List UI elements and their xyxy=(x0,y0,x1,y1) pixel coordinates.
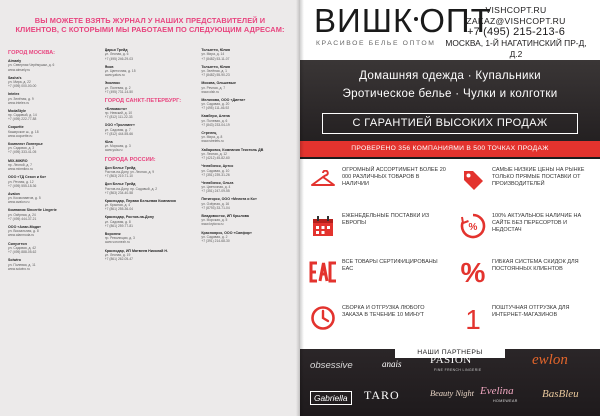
entry-line: ул. Садовая, д. 10 xyxy=(201,168,230,173)
entry-line: +7 (351) 247-09-55 xyxy=(201,189,230,194)
feature-text: СБОРКА И ОТГРУЗКА ЛЮБОГО ЗАКАЗА В ТЕЧЕНИЕ 10 МИНУТ xyxy=(342,305,425,318)
entry-line: +7 (4212) 45-82-60 xyxy=(201,156,230,161)
address-column-1 xyxy=(8,48,101,410)
entry-line: +7 (495) 333-41-05 xyxy=(8,150,37,155)
entry-name: Дарья Трейд xyxy=(104,48,128,52)
entry-name: Avalon xyxy=(8,191,20,196)
entry-name: Яков xyxy=(104,64,114,69)
entry-name: ModaStyle xyxy=(8,108,26,113)
entry-name: Москва, Ольшевые xyxy=(201,81,236,86)
feature-text: ПОШТУЧНАЯ ОТГРУЗКА ДЛЯ ИНТЕРНЕТ-МАГАЗИНОВ xyxy=(492,305,570,318)
entry-name: Краснодар, Ростов-на-Дону xyxy=(104,215,154,220)
entry-line: ул. Северная Черёмушки, д. 6 xyxy=(8,63,55,68)
percent-icon xyxy=(458,257,488,287)
entry-name: Челябинск, Артсо xyxy=(201,164,234,169)
number-one-icon xyxy=(458,303,488,333)
entry-name: Владивосток, ИП Крылова xyxy=(201,213,249,218)
partner-logo-evelina-sub: HOMEWEAR xyxy=(493,399,518,403)
city-heading: ГОРОД САНКТ-ПЕТЕРБУРГ: xyxy=(104,97,182,104)
entry-line: www.yakov.ru xyxy=(104,73,125,78)
entry-line: +7 (861) 255-36-04 xyxy=(104,207,133,212)
feature-assortment xyxy=(300,161,450,199)
entry-name: Coquette xyxy=(8,125,24,130)
entry-name: Камбери, Алена xyxy=(201,114,230,119)
entry-line: ул. Морская, д. 5 xyxy=(201,218,228,223)
entry-line: ул. Полевая, д. 11 xyxy=(8,262,36,267)
addresses-heading: ВЫ МОЖЕТЕ ВЗЯТЬ ЖУРНАЛ У НАШИХ ПРЕДСТАВИТЕЛЕЙ И КЛИЕНТОВ, С КОТОРЫМИ МЫ РАБОТАЕМ ПО СЛЕДУЮЩИМ АДРЕСАМ: xyxy=(15,16,285,34)
address-entry xyxy=(8,208,101,221)
eac-mark-icon xyxy=(308,257,338,287)
feature-fast-shipping xyxy=(300,299,450,337)
guarantee-banner: С ГАРАНТИЕЙ ВЫСОКИХ ПРОДАЖ xyxy=(322,113,578,134)
address-entry xyxy=(201,131,294,144)
calendar-icon xyxy=(308,211,338,241)
address-entry xyxy=(8,59,101,72)
entry-line: www.voronezh.ru xyxy=(104,240,130,245)
entry-line: +7 (495) 246-29-03 xyxy=(104,56,133,61)
entry-line: ул. Речная, д. 7 xyxy=(201,85,226,90)
clock-icon xyxy=(308,303,338,333)
hero-line-2: Эротическое белье · Чулки и колготки xyxy=(342,87,558,100)
entry-line: ул. Садовая, д. 2 xyxy=(201,234,228,239)
address-entry xyxy=(8,76,101,89)
entry-line: ул. Садовая, д. 42 xyxy=(8,245,36,250)
entry-name: Intelex xyxy=(8,92,20,97)
svg-text:1: 1 xyxy=(465,304,481,332)
entry-line: +7 (495) 222-77-88 xyxy=(8,117,37,122)
proof-strip: ПРОВЕРЕНО 356 КОМПАНИЯМИ В 500 ТОЧКАХ ПРОДАЖ xyxy=(300,141,600,157)
address-entry xyxy=(8,92,101,105)
entry-line: ул. Озёрная, д. 16 xyxy=(201,201,230,206)
feature-text: ОГРОМНЫЙ АССОРТИМЕНТ БОЛЕЕ 20 000 РАЗЛИЧНЫХ ТОВАРОВ В НАЛИЧИИ xyxy=(342,167,446,187)
entry-line: www.soiwiro.ru xyxy=(8,266,30,271)
address-entry xyxy=(105,166,198,179)
partner-logo-pasion-sub: FINE FRENCH LINGERIE xyxy=(434,368,482,372)
address-entry xyxy=(105,123,198,136)
address-entry xyxy=(201,181,294,194)
brand-tagline: КРАСИВОЕ БЕЛЬЕ ОПТОМ xyxy=(316,40,436,47)
entry-line: ул. Полевая, д. 2 xyxy=(104,85,131,90)
entry-line: www.alanmoda.ru xyxy=(8,233,35,238)
address-entry xyxy=(201,214,294,227)
entry-line: ул. Вокзальная, д. 8 xyxy=(8,229,39,234)
feature-actual-stock xyxy=(450,207,600,245)
partner-logo-ewlon: ewlon xyxy=(532,352,568,368)
logo-dot-icon xyxy=(414,17,418,21)
entry-line: ул. Красная, д. 4 xyxy=(104,203,131,208)
entry-line: Каширское ш., д. 18 xyxy=(8,129,39,134)
entry-name: Челябинск, Ольга xyxy=(201,180,234,185)
brand-header xyxy=(300,0,600,60)
entry-name: Пятигорск, ООО «Мелита и Ко» xyxy=(201,197,257,202)
entry-line: ул. Цветочная, д. 4 xyxy=(201,185,231,190)
entry-line: ул. Лесная, д. 19 xyxy=(104,252,131,257)
entry-name: Хабаровск, Компания Текстиль ДВ xyxy=(201,147,264,152)
address-entry xyxy=(105,81,198,94)
partner-logo-gabriella: Gabriella xyxy=(310,391,352,405)
entry-name: «Блюмасто» xyxy=(104,106,128,111)
entry-line: ул. Лесная, д. 12 xyxy=(201,151,228,156)
entry-name: Sasha's xyxy=(8,75,22,80)
entry-name: ООО «ТД Сезон и Ко» xyxy=(8,175,47,180)
entry-line: ул. Садовая, д. 7 xyxy=(104,127,131,132)
entry-line: +7 (351) 239-31-26 xyxy=(201,172,230,177)
entry-name: Комплект Лингерье xyxy=(8,141,43,146)
entry-line: +7 (391) 214-68-30 xyxy=(201,239,230,244)
partner-logo-beauty-night: Beauty Night xyxy=(430,389,474,398)
entry-line: +7 (863) 219-71-10 xyxy=(104,174,133,179)
entry-line: www.intelex.ru xyxy=(8,100,30,105)
address-entry xyxy=(105,48,198,61)
features-grid xyxy=(300,159,600,349)
entry-name: Soiwiro xyxy=(8,258,21,263)
entry-name: MIX-MIKRO xyxy=(8,158,28,163)
feature-text: ВСЕ ТОВАРЫ СЕРТИФИЦИРОВАНЫ ЕАС xyxy=(342,259,438,272)
entry-line: +7 (8482) 55-90-23 xyxy=(201,73,230,78)
entry-line: +7 (8482) 53-11-07 xyxy=(201,56,230,61)
entry-line: www.strelets.ru xyxy=(201,139,224,144)
feature-discounts xyxy=(450,253,600,291)
entry-line: +7 (861) 262-05-47 xyxy=(104,257,133,262)
entry-name: Краснодар, ИП Матвеев Николай Н. xyxy=(104,248,168,253)
partner-logo-obsessive: obsessive xyxy=(310,360,353,371)
city-heading: ГОРОД МОСКВА: xyxy=(8,50,56,56)
entry-line: Ростов-на-Дону, ул. Лесная, д. 9 xyxy=(104,169,155,174)
entry-line: www.coquette.ru xyxy=(8,133,33,138)
entry-line: +7 (495) 888-05-62 xyxy=(8,250,37,255)
address-entry xyxy=(8,175,101,188)
entry-name: Тольятти, Юлия xyxy=(201,64,230,69)
svg-text:%: % xyxy=(468,222,478,233)
logo-left: ВИШК xyxy=(314,2,414,39)
partner-logo-taro: TARO xyxy=(364,388,400,402)
entry-line: пр. Невский, д. 10 xyxy=(104,111,133,116)
address-entry xyxy=(105,140,198,153)
address-entry xyxy=(8,159,101,172)
feature-text: 100% АКТУАЛЬНОЕ НАЛИЧИЕ НА САЙТЕ БЕЗ ПЕРЕСОРТОВ И НЕДОСТАЧ xyxy=(492,213,582,233)
address-entry xyxy=(201,231,294,244)
entry-name: Краснодар, Первая Бельевая Компания xyxy=(104,198,176,203)
address-entry xyxy=(8,225,101,238)
partner-logo-evelina: Evelina xyxy=(480,385,514,397)
feature-text: ГИБКАЯ СИСТЕМА СКИДОК ДЛЯ ПОСТОЯННЫХ КЛИЕНТОВ xyxy=(492,259,579,272)
entry-line: пр. Лесной, д. 7 xyxy=(8,162,33,167)
address-entry xyxy=(8,258,101,271)
entry-line: ул. Речная, д. 12 xyxy=(8,179,34,184)
entry-line: ул. Мира, д. 22 xyxy=(8,80,31,84)
address-entry xyxy=(105,249,198,262)
entry-line: ул. Озёрная, д. 24 xyxy=(8,212,36,217)
address-entry xyxy=(8,242,101,255)
feature-low-prices xyxy=(450,161,600,199)
entry-line: ул. Садовая, д. 20 xyxy=(201,102,230,107)
entry-line: www.yula.ru xyxy=(104,148,123,153)
entry-name: Aimarly xyxy=(8,59,22,63)
address-entry xyxy=(8,125,101,138)
phone-number: +7 (495) 215-213-6 xyxy=(466,26,566,38)
feature-single-item xyxy=(450,299,600,337)
feature-text: ЕЖЕНЕДЕЛЬНЫЕ ПОСТАВКИ ИЗ ЕВРОПЫ xyxy=(342,213,430,226)
partner-logo-pasion: PASION xyxy=(430,354,472,366)
entry-line: пр. Садовый, д. 14 xyxy=(8,113,37,118)
entry-line: пр. Революции, д. 3 xyxy=(104,236,135,241)
entry-line: ул. Цветочная, д. 15 xyxy=(104,69,136,73)
feature-certified xyxy=(300,253,450,291)
entry-line: www.mixmikro.ru xyxy=(8,167,33,172)
address-entry xyxy=(201,164,294,177)
entry-name: Воронеж xyxy=(104,231,121,236)
entry-name: Тольятти, Юлия xyxy=(201,48,230,52)
feature-weekly-supply xyxy=(300,207,450,245)
entry-name: ООО «Троллинг» xyxy=(104,123,135,128)
site-and-email: VISHCOPT.RU ZAKAZ@VISHCOPT.RU xyxy=(466,5,566,26)
entry-line: ул. Зелёная, д. 1 xyxy=(201,69,228,73)
entry-line: +7 (861) 259-77-81 xyxy=(104,223,133,228)
entry-line: +7 (495) 444-37-21 xyxy=(8,216,37,221)
entry-line: +7 (8793) 33-71-04 xyxy=(201,205,230,210)
entry-line: ул. Морская, д. 3 xyxy=(104,144,131,149)
entry-line: ул. Полевая, д. 6 xyxy=(201,118,228,123)
entry-line: www.krylova.ru xyxy=(201,222,224,227)
address-entry xyxy=(201,48,294,61)
percent-circle-icon xyxy=(458,211,488,241)
entry-line: ул. Мира, д. 14 xyxy=(201,52,225,57)
feature-text: САМЫЕ НИЗКИЕ ЦЕНЫ НА РЫНКЕ ТОЛЬКО ПРЯМЫЕ ПОСТАВКИ ОТ ПРОИЗВОДИТЕЛЕЙ xyxy=(492,167,585,187)
entry-line: +7 (812) 444-55-66 xyxy=(104,131,133,136)
entry-name: Силуэттон xyxy=(8,241,27,246)
entry-line: Ростов-на-Дону, пр. Садовый, д. 2 xyxy=(104,186,158,191)
entry-name: Дон Белье Трейд xyxy=(104,182,136,187)
entry-line: ул. Мира, д. 8 xyxy=(201,135,223,140)
address-entry xyxy=(201,197,294,210)
entry-line: ул. Космонавтов, д. 5 xyxy=(8,196,41,201)
entry-line: www.avalon.ru xyxy=(8,200,30,205)
address-entry xyxy=(201,148,294,161)
entry-name: Компания Sincerite Lingerie xyxy=(8,208,57,213)
entry-line: +7 (495) 000-00-00 xyxy=(8,84,37,89)
address: МОСКВА, 1-Й НАГАТИНСКИЙ ПР-Д, Д.2 xyxy=(445,38,587,59)
entry-line: +7 (495) 111-46-92 xyxy=(201,106,230,111)
entry-name: Эколюкс xyxy=(104,81,121,86)
address-entry xyxy=(8,192,101,205)
entry-name: Красноярск, ООО «Сапфир» xyxy=(201,230,252,235)
address-column-2 xyxy=(105,48,198,410)
right-page xyxy=(300,0,600,416)
address-entry xyxy=(201,81,294,94)
hanger-icon xyxy=(308,165,338,195)
address-entry xyxy=(105,232,198,245)
address-entry xyxy=(201,65,294,78)
svg-text:%: % xyxy=(460,259,486,285)
price-tag-icon xyxy=(458,165,488,195)
entry-name: Стрелец xyxy=(201,130,217,135)
address-entry xyxy=(201,114,294,127)
partner-logo-anais: anais xyxy=(382,359,402,369)
entry-line: +7 (812) 111-22-33 xyxy=(104,115,133,120)
address-entry xyxy=(105,215,198,228)
entry-name: ООО «Алан-Мода» xyxy=(8,224,42,229)
entry-line: www.olsh.ru xyxy=(201,89,220,94)
entry-line: ул. Зелёная, д. 9 xyxy=(8,96,34,101)
address-entry xyxy=(105,182,198,195)
entry-name: Дон Белье Трейд xyxy=(104,165,136,170)
entry-line: ул. Садовая, д. 8 xyxy=(104,219,131,224)
entry-name: Мелихова, ООО «Дипти» xyxy=(201,97,246,102)
contacts-block xyxy=(440,5,592,60)
partner-logo-basbleu: BasBleu xyxy=(542,388,579,400)
entry-line: ул. Лесная, д. 6 xyxy=(104,52,129,57)
entry-line: +7 (863) 234-40-58 xyxy=(104,190,133,195)
partners-heading-label: НАШИ ПАРТНЕРЫ xyxy=(395,348,504,358)
address-entry xyxy=(105,199,198,212)
entry-line: +7 (495) 731-14-50 xyxy=(104,89,133,94)
address-entry xyxy=(105,107,198,120)
entry-line: ул. Садовая, д. 3 xyxy=(8,146,35,151)
entry-line: +7 (495) 555-18-36 xyxy=(8,183,37,188)
entry-line: www.aimarly.ru xyxy=(8,67,31,72)
address-entry xyxy=(8,142,101,155)
address-entry xyxy=(105,65,198,78)
page-gutter xyxy=(296,0,304,416)
address-columns xyxy=(8,48,294,410)
address-column-3 xyxy=(201,48,294,410)
address-entry xyxy=(8,109,101,122)
address-entry xyxy=(201,98,294,111)
logo-right: ОПТ xyxy=(419,2,492,39)
city-heading: ГОРОДА РОССИИ: xyxy=(104,156,156,163)
entry-name: Юла xyxy=(104,139,113,144)
entry-line: +7 (843) 233-04-19 xyxy=(201,122,230,127)
hero-line-1: Домашняя одежда · Купальники xyxy=(359,69,541,82)
